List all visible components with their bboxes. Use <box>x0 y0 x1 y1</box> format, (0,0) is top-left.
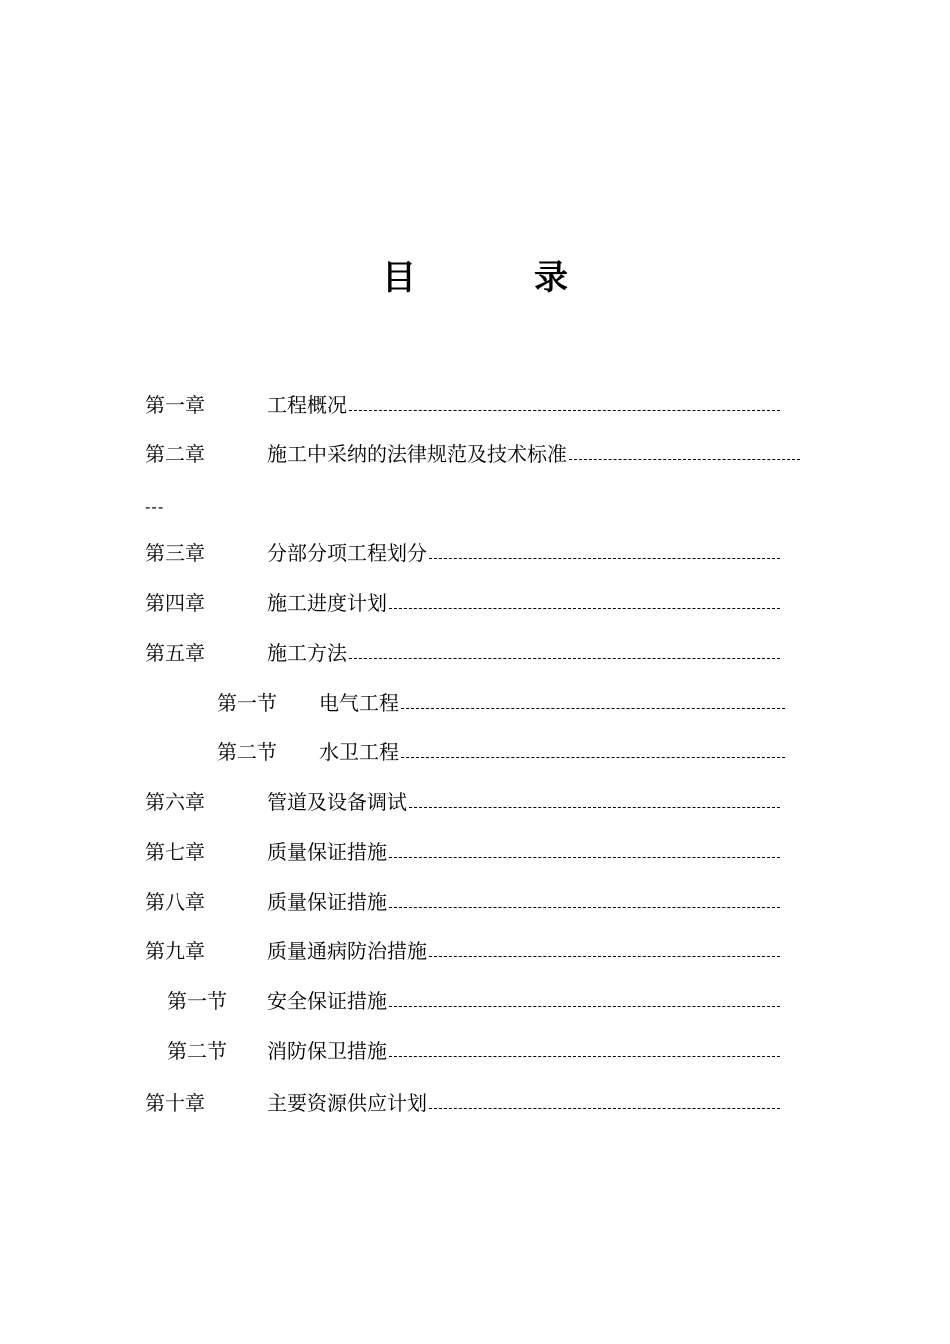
toc-entry[interactable] <box>0 588 950 618</box>
toc-leader-line <box>409 807 780 808</box>
toc-leader-line <box>401 757 785 758</box>
toc-leader-line <box>389 608 780 609</box>
toc-entry-number: 第一节 <box>217 691 277 715</box>
toc-entry-title: 工程概况 <box>267 393 347 417</box>
toc-entry[interactable] <box>0 1088 950 1118</box>
toc-entry-number: 第九章 <box>145 939 205 963</box>
toc-entry-number: 第一章 <box>145 393 205 417</box>
toc-leader-line <box>389 1006 780 1007</box>
toc-entry-title: 质量保证措施 <box>267 890 387 914</box>
toc-entry-number: 第十章 <box>145 1091 205 1115</box>
toc-leader-line <box>401 708 785 709</box>
toc-entry-number: 第三章 <box>145 541 205 565</box>
toc-entry-title: 主要资源供应计划 <box>267 1091 427 1115</box>
toc-entry[interactable] <box>0 837 950 867</box>
toc-entry-number: 第六章 <box>145 790 205 814</box>
title-char-2: 录 <box>534 258 568 298</box>
toc-entry[interactable] <box>0 538 950 568</box>
toc-entry[interactable] <box>0 439 950 469</box>
toc-entry[interactable] <box>0 787 950 817</box>
toc-entry-title: 电气工程 <box>319 691 399 715</box>
toc-entry[interactable] <box>0 638 950 668</box>
toc-leader-line <box>389 907 780 908</box>
toc-entry-title: 消防保卫措施 <box>267 1039 387 1063</box>
toc-entry-number: 第二节 <box>167 1039 227 1063</box>
toc-leader-continuation: --- <box>145 497 165 516</box>
toc-leader-line <box>389 1056 780 1057</box>
toc-entry[interactable] <box>0 986 950 1016</box>
toc-entry[interactable] <box>0 1036 950 1066</box>
toc-entry[interactable] <box>0 390 950 420</box>
toc-entry-number: 第一节 <box>167 989 227 1013</box>
toc-entry-number: 第七章 <box>145 840 205 864</box>
toc-entry-title: 施工中采纳的法律规范及技术标准 <box>267 442 567 466</box>
toc-leader-line <box>429 558 780 559</box>
toc-entry-title: 质量通病防治措施 <box>267 939 427 963</box>
toc-leader-line <box>349 410 780 411</box>
toc-entry[interactable] <box>0 936 950 966</box>
toc-leader-line <box>389 857 780 858</box>
toc-entry-number: 第四章 <box>145 591 205 615</box>
toc-entry-number: 第八章 <box>145 890 205 914</box>
toc-entry-number: 第二章 <box>145 442 205 466</box>
toc-entry-number: 第五章 <box>145 641 205 665</box>
toc-leader-line <box>429 956 780 957</box>
title-char-1: 目 <box>382 258 416 298</box>
toc-entry[interactable] <box>0 887 950 917</box>
page-title <box>0 250 950 299</box>
toc-entry-title: 质量保证措施 <box>267 840 387 864</box>
toc-leader-line <box>429 1108 780 1109</box>
toc-entry-title: 分部分项工程划分 <box>267 541 427 565</box>
toc-entry-title: 安全保证措施 <box>267 989 387 1013</box>
toc-entry-title: 施工方法 <box>267 641 347 665</box>
toc-entry[interactable] <box>0 737 950 767</box>
toc-entry[interactable] <box>0 688 950 718</box>
toc-entry-title: 管道及设备调试 <box>267 790 407 814</box>
toc-entry-title: 水卫工程 <box>319 740 399 764</box>
toc-entry-title: 施工进度计划 <box>267 591 387 615</box>
toc-entry-number: 第二节 <box>217 740 277 764</box>
toc-leader-line <box>349 658 780 659</box>
toc-leader-line <box>569 459 800 460</box>
